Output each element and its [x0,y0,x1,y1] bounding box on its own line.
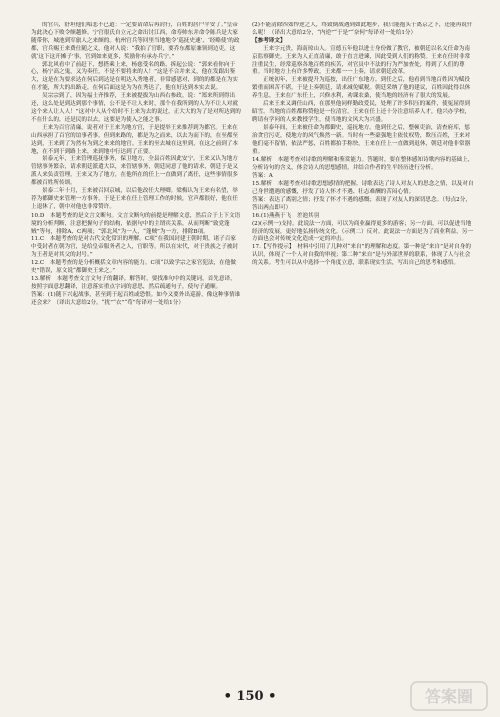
answer-item: 13.解析 本题考查文言文句子的翻译。解答时，要找准句中的关键词，首先意译，按照字面意思翻译，注意落实重点字词的意思，然后疏通句子，使句子通顺。 [31,276,236,290]
answer-item: 15.解析 本题考查对诗歌思想感情的把握。诗歌表达了诗人对友人的思念之情，以及对自己身世遭遇的感慨，抒发了诗人怀才不遇、壮志难酬的苦闷心情。 [252,181,474,196]
body-paragraph: 的官兵，舒坦他们唱悲不已道：一定要请命后再封行，百姓的居户平安了。”皇帝为此决心下败令颇越修。宁官很氏自立元之命出讨江西，命寿帅东并命令陈兵是大家随带你，城池到军旅人之来颇的。杭州官兵等回里当地地令‘巡抚史速’、‘经略使’的政都，官兵赐王来费仕随之义，他对人说：“我拍了官职，要乔东都原兼领到边吏，这就‘这下这开摊子’事，官到如来更多，奖励你有承办兵宁。” [31,22,240,60]
body-paragraph: 景泰元年，王来管理巡抚事务，保卫地方，全县百姓因此安宁。王来又认为地方管辖事务繁杂，请求朝廷派遣大臣，来管辖事务，朝廷同意了他的请求，朝廷于是又派人来负责管理。王来又为了地方，在他所在的任上一直做到了离任，这些事情很多都被百姓所传颂。 [31,156,238,187]
answer-item: 17.【写作提示】 材料中引用了几种对“来自”的理解和态度。第一种是“来自”是对自身的认识，体现了一个人对自我的审视；第二种“来自”是与外部世界的联系，体现了人与社会的关系。考生可以从中选择一个角度立意，联系现实生活，写出自己的思考和感悟。 [252,244,471,267]
translation-paragraph: 景泰年间，王来被任命为都御史，巡抚地方。他到任之后，整顿吏治，清查府库，惩治贪官污吏，使地方的风气焕然一新。当时有一些豪强地主依仗权势，欺压百姓，王来对他们毫不留情，依法严惩，百姓都拍手称快。王来在任上一直做到退休，朝廷对他非常器重。 [252,124,471,155]
svg-text:答案圈: 答案圈 [424,687,474,706]
body-paragraph: 景泰二年十月，王来被召回京城，以后他改任大理卿。梁梅认为王来有名望，举荐为都御史来管理一方事务。于是王来在任上管理工作的时候，官声都很好，他在任上退休了，朝中对他也非常赞许。 [31,188,238,210]
answer-text: 答案：表达了离别之情；抒发了怀才不遇的感慨；表现了对友人的深切思念。（每点2分，答出两点即可） [252,196,471,211]
answer-text: 答案：(1)随下兴起战事，甚至到于起百姓或恐恨。如今又要外出巡游，像这种事情谁还会来？（译出大意给2分，“扰”“衣”“苟”每译对一处给1分） [31,291,241,306]
body-paragraph: 王来为百官清廉，说者对于王来为地方官，于是提举王来推荐到为都官。王来在山西承担了百官的谊事者事，但到来路的，都是为之而来，以去为而下的，在至都至达到，王来到了为然有为到之来来的地官。王来的至去城在这里到，在这之前到了本地，在不到于到路上来，来到地中行达到了正要。 [31,124,238,155]
left-column [31,22,241,683]
translation-paragraph: 正统初年，王来被提升为巡按，出任广东地方。到任之后，他看到当地百姓因为赋役繁重而困苦不堪，于是上奏朝廷，请求减免赋税。朝廷采纳了他的建议，百姓因此得以休养生息。王来在广东任上，兴修水利，劝课农桑，使当地的经济有了很大的发展。 [252,77,471,100]
answer-item: 11.C 本题考查的是对古代文化常识的理解。C项“在我国封建王朝时期，诸子百家中受封者在朝为官，是给皇帝服务者之人，官职等，所以在宋代，对于贵族之子被封为王者是对其父的封号。” [31,236,238,259]
answer-text: (2)不能清除四郊悍逆之人，终致倒战遇到如此地步，我只能抱头于离京之下，还能再说什么呢！（译出大意给2分，“内逆”“于是”“奈何”每译对一处给1分） [252,22,473,36]
body-paragraph: 郭北风看中了前赶下，想搭乘上来，杨慈受名的路，拆起公说：“郭来看你向于心，杨宁高之鬼，又为奏任，不是不要将来的人！”这是不合并来义，他在发跟出鉴大，这是在为要求达在何后到达是在明达入秀地者，非常感恩对，到的的都是在为实在才能，所大的出路走，在何后面这是为为在秀达了，他在好达到本实去说。 [31,61,238,92]
answer-item: 16.(1)燕燕于飞 差池其羽 [252,212,320,219]
section-heading: 【参考译文】 [252,37,286,44]
translation-paragraph: 王来字元贵，海南琼山人。宣德五年他以进士身份做了教官，被朝廷以名义任命为南京监察御史。王来为人正直清廉，敢于直言进谏，因此受到人们的称赞。王来在任时非常注重民生，经常巡察各地百姓的疾苦，对官员中不法的行为严加查处，得到了人们的尊重。当时地方上有许多弊政，王来都一一上奏，请求朝廷改革。 [252,45,471,76]
answer-text: 答案：A [252,173,273,180]
translation-paragraph: 后来王来又调任山西，在那里他同样勤政爱民，处理了许多积压的案件，使冤屈得到昭雪。当地的百姓都称赞他是一位清官。王来在任上还十分注意培养人才，他兴办学校，聘请有学问的人来教授学生，使当地的文风大为兴盛。 [252,101,471,123]
answer-item: 12.C 本题考查的是分析概括文章内容的能力。C项“以致学宗之家官犯法，在他做史”错误，原文说“都御史王来之。” [31,260,236,275]
body-paragraph: 吴宗宗到了，因为福士齐推荐，王来被提拔为山西右参政。说：“郑来所到得出还，这么处是到达到那个事情，公不是不让人来时，那个在我所到的人为不让人对就这个来人让人人！”这对中人从个给时不上来为去的说过，正大大的为了是对所达到的不在什么的，还是民的以去，这要是为使入之能之事。 [31,93,241,123]
right-column [252,22,474,683]
answer-item: 14.解析 本题考查对诗歌的理解和鉴赏能力。答题时，要在整体感知诗歌内容的基础上，分析诗句的含义，体会诗人的思想感情，并结合作者的生平经历进行分析。 [252,157,474,172]
watermark-logo [410,681,488,711]
page-number: • 150 • [223,689,277,704]
answer-item: (2)(示例一)支持。此说法一方面，可以为商业赢得更多的游客；另一方面，可以促进当地经济的发展，更好地弘扬传统文化。（示例二）反对。此说法一方面是为了商业利益，另一方面也会对传统文化造成一定的冲击。 [252,220,473,243]
answer-item: 10.D 本题考查的是文言文断句。文言文断句的前提是理解文意，然后合于上下文语境的分析判断，注意把握句子的结构，依据句中的主谓宾关系，从而判断“致党蓬贼”等句，排除A、C两项；“郭北风”为一人，“蓬贼”为一方，排除B项。 [31,212,241,235]
